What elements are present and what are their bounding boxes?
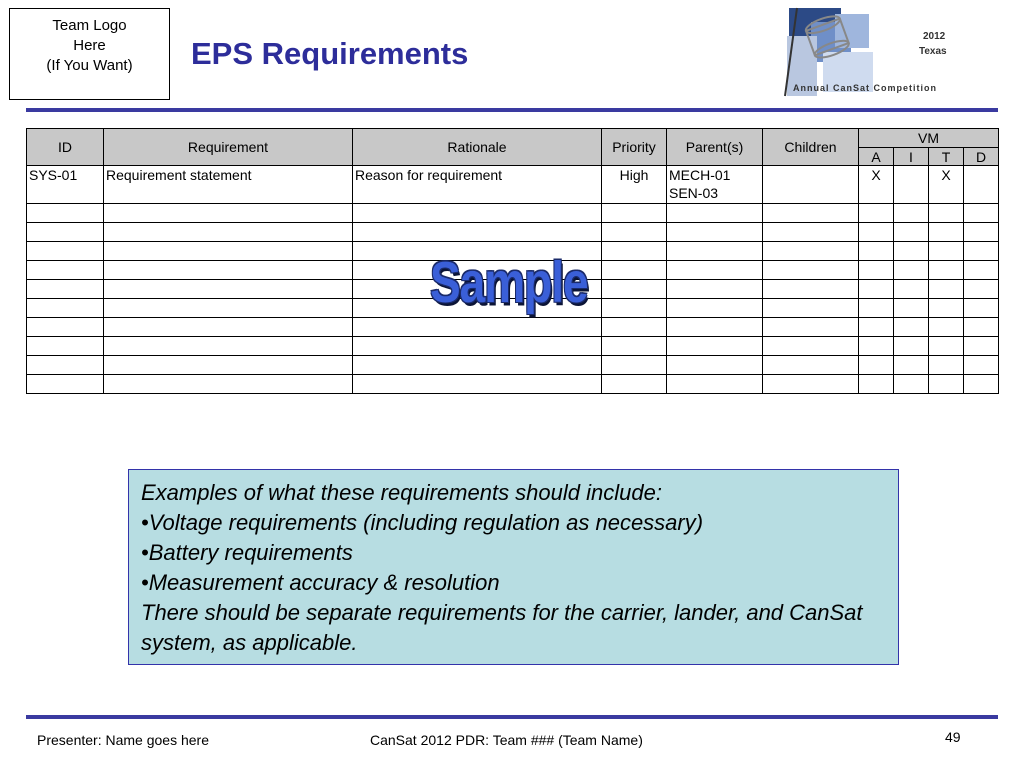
logo-year: 2012 bbox=[923, 31, 946, 42]
cell-vm-i bbox=[894, 242, 929, 261]
col-header-vm: VM bbox=[859, 129, 999, 148]
table-row bbox=[27, 166, 999, 204]
cell-priority: High bbox=[602, 166, 667, 204]
cell-id bbox=[27, 356, 104, 375]
parent-id: MECH-01 bbox=[669, 167, 731, 183]
cell-vm-i bbox=[894, 318, 929, 337]
col-header-priority: Priority bbox=[602, 129, 667, 166]
cell-vm-d bbox=[964, 261, 999, 280]
cell-vm-i bbox=[894, 280, 929, 299]
cell-vm-t bbox=[929, 261, 964, 280]
cell-vm-t bbox=[929, 299, 964, 318]
cell-priority bbox=[602, 356, 667, 375]
table-row bbox=[27, 223, 999, 242]
col-header-id: ID bbox=[27, 129, 104, 166]
cell-vm-t bbox=[929, 318, 964, 337]
cell-priority bbox=[602, 204, 667, 223]
col-header-vm-i: I bbox=[894, 148, 929, 166]
cell-vm-t: X bbox=[929, 166, 964, 204]
cell-requirement bbox=[104, 223, 353, 242]
table-row bbox=[27, 318, 999, 337]
cell-rationale bbox=[353, 375, 602, 394]
cell-children bbox=[763, 166, 859, 204]
cell-priority bbox=[602, 261, 667, 280]
cell-parents bbox=[667, 337, 763, 356]
cell-vm-a bbox=[859, 318, 894, 337]
cell-vm-i bbox=[894, 204, 929, 223]
col-header-children: Children bbox=[763, 129, 859, 166]
cell-vm-d bbox=[964, 204, 999, 223]
table-row bbox=[27, 204, 999, 223]
col-header-vm-d: D bbox=[964, 148, 999, 166]
cell-priority bbox=[602, 242, 667, 261]
cell-parents bbox=[667, 204, 763, 223]
cell-parents bbox=[667, 318, 763, 337]
cell-children bbox=[763, 356, 859, 375]
cell-id bbox=[27, 242, 104, 261]
cell-vm-t bbox=[929, 223, 964, 242]
cell-vm-a: X bbox=[859, 166, 894, 204]
cell-vm-d bbox=[964, 280, 999, 299]
cell-children bbox=[763, 223, 859, 242]
cell-id bbox=[27, 280, 104, 299]
cell-requirement bbox=[104, 242, 353, 261]
cell-parents bbox=[667, 223, 763, 242]
cell-vm-i bbox=[894, 299, 929, 318]
col-header-requirement: Requirement bbox=[104, 129, 353, 166]
team-logo-placeholder bbox=[9, 8, 170, 100]
cell-vm-d bbox=[964, 299, 999, 318]
cell-parents bbox=[667, 242, 763, 261]
cell-rationale: Reason for requirement bbox=[353, 166, 602, 204]
cell-priority bbox=[602, 280, 667, 299]
cell-requirement bbox=[104, 337, 353, 356]
col-header-vm-t: T bbox=[929, 148, 964, 166]
logo-placeholder-line-3: (If You Want) bbox=[46, 57, 133, 74]
header-divider bbox=[26, 108, 998, 112]
logo-placeholder-line-2: Here bbox=[73, 37, 106, 54]
cell-children bbox=[763, 375, 859, 394]
cell-vm-i bbox=[894, 166, 929, 204]
cell-vm-d bbox=[964, 318, 999, 337]
cell-vm-i bbox=[894, 337, 929, 356]
cell-vm-a bbox=[859, 375, 894, 394]
cell-vm-t bbox=[929, 375, 964, 394]
table-row bbox=[27, 337, 999, 356]
cell-id: SYS-01 bbox=[27, 166, 104, 204]
cell-vm-t bbox=[929, 242, 964, 261]
cell-parents bbox=[667, 356, 763, 375]
cell-children bbox=[763, 318, 859, 337]
cell-id bbox=[27, 204, 104, 223]
table-row bbox=[27, 375, 999, 394]
cell-id bbox=[27, 337, 104, 356]
guidance-note bbox=[128, 469, 899, 665]
cell-vm-i bbox=[894, 261, 929, 280]
cell-vm-d bbox=[964, 242, 999, 261]
cell-requirement bbox=[104, 261, 353, 280]
logo-placeholder-line-1: Team Logo bbox=[52, 17, 127, 34]
cell-id bbox=[27, 299, 104, 318]
cell-parents bbox=[667, 375, 763, 394]
col-header-parents: Parent(s) bbox=[667, 129, 763, 166]
note-line-5: There should be separate requirements for the carrier, lander, and CanSat system, as applicable. bbox=[141, 600, 863, 655]
page-title: EPS Requirements bbox=[191, 36, 469, 71]
cell-children bbox=[763, 337, 859, 356]
cell-vm-t bbox=[929, 337, 964, 356]
cell-vm-a bbox=[859, 299, 894, 318]
cell-id bbox=[27, 223, 104, 242]
note-line-3: •Battery requirements bbox=[141, 540, 353, 565]
cell-vm-t bbox=[929, 280, 964, 299]
cell-vm-i bbox=[894, 223, 929, 242]
table-row bbox=[27, 356, 999, 375]
cell-vm-i bbox=[894, 356, 929, 375]
cell-priority bbox=[602, 337, 667, 356]
cell-requirement: Requirement statement bbox=[104, 166, 353, 204]
cell-children bbox=[763, 261, 859, 280]
cell-id bbox=[27, 318, 104, 337]
cell-vm-t bbox=[929, 204, 964, 223]
cell-children bbox=[763, 299, 859, 318]
cell-rationale bbox=[353, 356, 602, 375]
col-header-rationale: Rationale bbox=[353, 129, 602, 166]
note-line-4: •Measurement accuracy & resolution bbox=[141, 570, 500, 595]
cell-vm-d bbox=[964, 375, 999, 394]
footer-divider bbox=[26, 715, 998, 719]
cell-requirement bbox=[104, 375, 353, 394]
cell-vm-d bbox=[964, 337, 999, 356]
cell-rationale bbox=[353, 223, 602, 242]
cell-vm-a bbox=[859, 223, 894, 242]
note-line-2: •Voltage requirements (including regulation as necessary) bbox=[141, 510, 704, 535]
cell-id bbox=[27, 261, 104, 280]
competition-logo bbox=[783, 6, 998, 102]
cell-vm-a bbox=[859, 356, 894, 375]
parent-id: SEN-03 bbox=[669, 185, 719, 201]
cell-id bbox=[27, 375, 104, 394]
cell-children bbox=[763, 204, 859, 223]
logo-location: Texas bbox=[919, 46, 947, 57]
page-number: 49 bbox=[945, 729, 961, 745]
cell-vm-a bbox=[859, 337, 894, 356]
cell-priority bbox=[602, 375, 667, 394]
cell-priority bbox=[602, 223, 667, 242]
cell-vm-a bbox=[859, 242, 894, 261]
cell-priority bbox=[602, 318, 667, 337]
cell-vm-a bbox=[859, 280, 894, 299]
cell-requirement bbox=[104, 318, 353, 337]
cell-parents bbox=[667, 261, 763, 280]
cell-vm-d bbox=[964, 356, 999, 375]
cell-parents bbox=[667, 280, 763, 299]
cell-requirement bbox=[104, 299, 353, 318]
cell-children bbox=[763, 280, 859, 299]
cell-requirement bbox=[104, 356, 353, 375]
cell-rationale bbox=[353, 204, 602, 223]
cell-vm-a bbox=[859, 204, 894, 223]
cell-vm-d bbox=[964, 166, 999, 204]
cell-vm-a bbox=[859, 261, 894, 280]
cell-parents bbox=[667, 299, 763, 318]
cell-vm-i bbox=[894, 375, 929, 394]
note-line-1: Examples of what these requirements should include: bbox=[141, 480, 662, 505]
cell-rationale bbox=[353, 318, 602, 337]
cell-children bbox=[763, 242, 859, 261]
sample-watermark: Sample bbox=[430, 249, 588, 315]
cell-parents bbox=[667, 166, 763, 204]
cell-vm-d bbox=[964, 223, 999, 242]
cell-vm-t bbox=[929, 356, 964, 375]
col-header-vm-a: A bbox=[859, 148, 894, 166]
cell-requirement bbox=[104, 280, 353, 299]
cell-priority bbox=[602, 299, 667, 318]
footer-title: CanSat 2012 PDR: Team ### (Team Name) bbox=[370, 732, 643, 748]
cell-requirement bbox=[104, 204, 353, 223]
cell-rationale bbox=[353, 337, 602, 356]
footer-presenter: Presenter: Name goes here bbox=[37, 732, 209, 748]
logo-competition-name: Annual CanSat Competition bbox=[793, 83, 937, 93]
